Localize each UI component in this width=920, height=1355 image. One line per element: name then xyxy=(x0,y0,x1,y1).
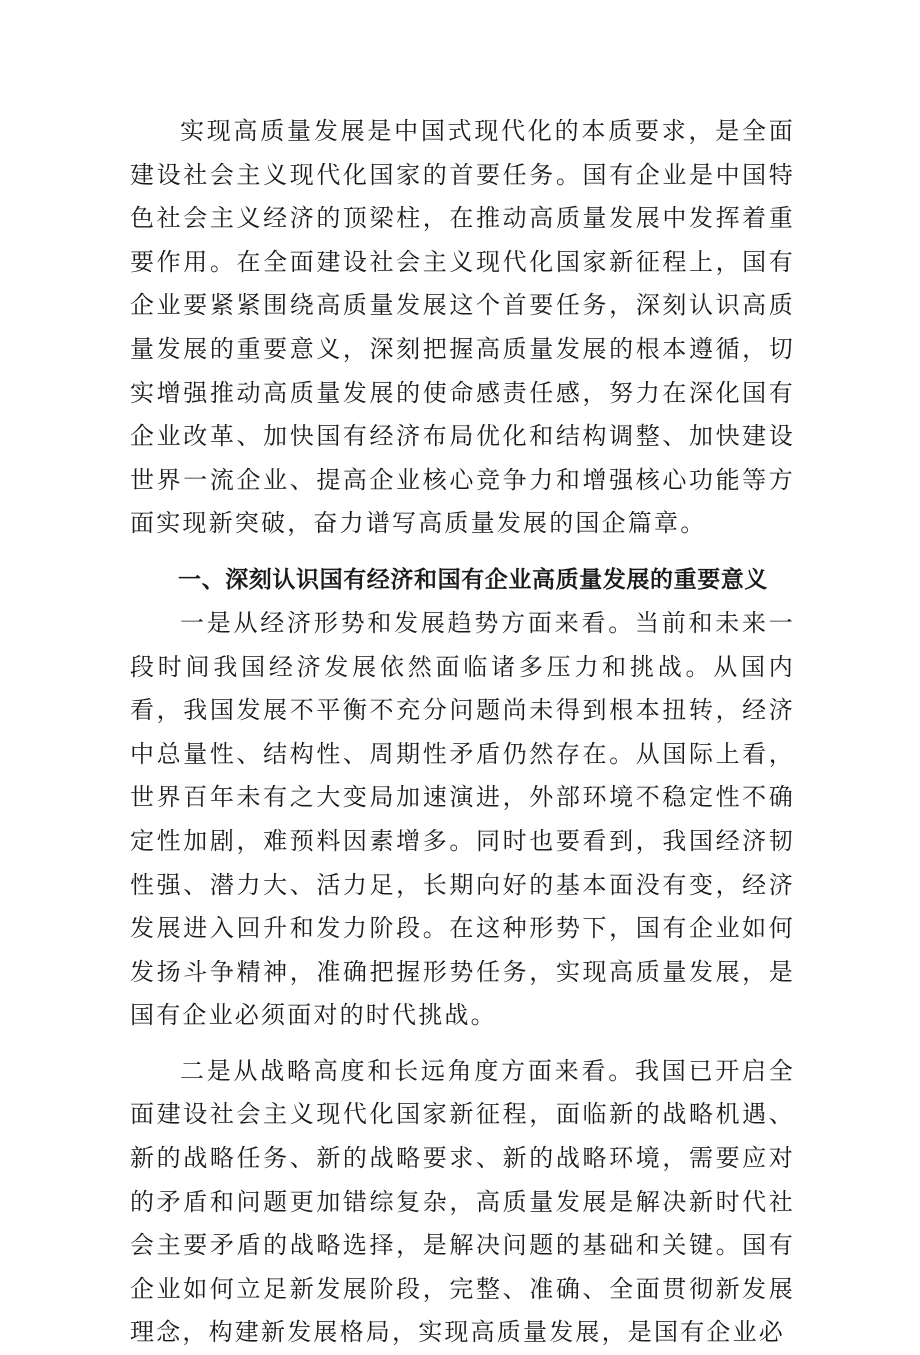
paragraph-first: 一是从经济形势和发展趋势方面来看。当前和未来一段时间我国经济发展依然面临诸多压力和挑战。从国内看，我国发展不平衡不充分问题尚未得到根本扭转，经济中总量性、结构性、周期性矛盾仍然存在。从国际上看，世界百年未有之大变局加速演进，外部环境不稳定性不确定性加剧，难预料因素增多。同时也要看到，我国经济韧性强、潜力大、活力足，长期向好的基本面没有变，经济发展进入回升和发力阶段。在这种形势下，国有企业如何发扬斗争精神，准确把握形势任务，实现高质量发展，是国有企业必须面对的时代挑战。 xyxy=(130,608,795,1030)
section-heading: 一、深刻认识国有经济和国有企业高质量发展的重要意义 xyxy=(178,566,768,593)
document-page xyxy=(130,110,795,1355)
intro-paragraph: 实现高质量发展是中国式现代化的本质要求，是全面建设社会主义现代化国家的首要任务。国有企业是中国特色社会主义经济的顶梁柱，在推动高质量发展中发挥着重要作用。在全面建设社会主义现代化国家新征程上，国有企业要紧紧围绕高质量发展这个首要任务，深刻认识高质量发展的重要意义，深刻把握高质量发展的根本遵循，切实增强推动高质量发展的使命感责任感，努力在深化国有企业改革、加快国有经济布局优化和结构调整、加快建设世界一流企业、提高企业核心竞争力和增强核心功能等方面实现新突破，奋力谱写高质量发展的国企篇章。 xyxy=(130,117,795,538)
paragraph-second: 二是从战略高度和长远角度方面来看。我国已开启全面建设社会主义现代化国家新征程，面临新的战略机遇、新的战略任务、新的战略要求、新的战略环境，需要应对的矛盾和问题更加错综复杂，高质量发展是解决新时代社会主要矛盾的战略选择，是解决问题的基础和关键。国有企业如何立足新发展阶段，完整、准确、全面贯彻新发展理念，构建新发展格局，实现高质量发展，是国有企业必 xyxy=(130,1056,795,1347)
